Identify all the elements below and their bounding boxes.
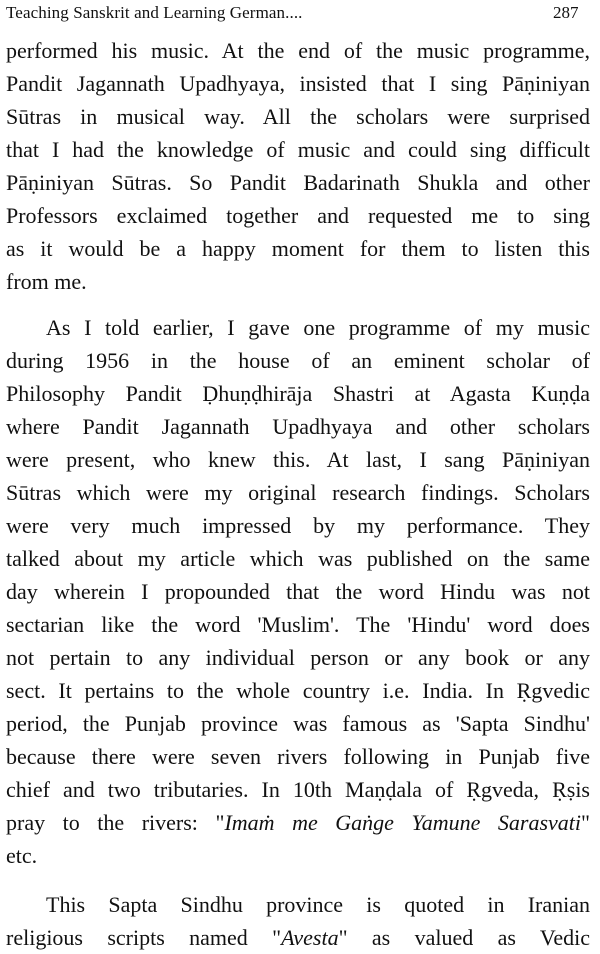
text-fragment: religious scripts named ": [6, 925, 282, 950]
paragraph-gap: [0, 298, 600, 311]
text-line: where Pandit Jagannath Upadhyaya and other scholars: [6, 414, 590, 439]
text-line: This Sapta Sindhu province is quoted in Iranian: [46, 892, 590, 917]
text-fragment: pray to the rivers: ": [6, 810, 225, 835]
body-text: [0, 34, 600, 954]
running-title: Teaching Sanskrit and Learning German....: [6, 3, 303, 22]
text-line: Pāṇiniyan Sūtras. So Pandit Badarinath Shukla and other: [6, 170, 590, 195]
text-line: etc.: [6, 843, 38, 868]
text-line: day wherein I propounded that the word Hindu was not: [6, 579, 590, 604]
text-fragment: ": [581, 810, 591, 835]
text-line: Pandit Jagannath Upadhyaya, insisted that I sing Pāṇiniyan: [6, 71, 590, 96]
text-line-with-mantra: [0, 806, 600, 839]
text-fragment: " as valued as Vedic: [338, 925, 590, 950]
text-line: Professors exclaimed together and requested me to sing: [6, 203, 590, 228]
paragraph-3: [0, 888, 600, 954]
text-line: performed his music. At the end of the music programme,: [6, 38, 590, 63]
avesta-italic: Avesta: [281, 925, 339, 950]
text-line: Sūtras which were my original research findings. Scholars: [6, 480, 590, 505]
text-line: as it would be a happy moment for them to listen this: [6, 236, 590, 261]
text-line: talked about my article which was published on the same: [6, 546, 590, 571]
text-line: because there were seven rivers following in Punjab five: [6, 744, 590, 769]
text-line: that I had the knowledge of music and could sing difficult: [6, 137, 590, 162]
text-line: sect. It pertains to the whole country i.e. India. In Ṛgvedic: [6, 678, 590, 703]
text-line: were very much impressed by my performance. They: [6, 513, 590, 538]
text-line: Philosophy Pandit Ḍhuṇḍhirāja Shastri at Agasta Kuṇḍa: [6, 381, 590, 406]
text-line: were present, who knew this. At last, I sang Pāṇiniyan: [6, 447, 590, 472]
text-line: period, the Punjab province was famous as 'Sapta Sindhu': [6, 711, 590, 736]
paragraph-1: [0, 34, 600, 298]
text-line: from me.: [6, 269, 87, 294]
paragraph-gap: [0, 872, 600, 888]
text-line: not pertain to any individual person or any book or any: [6, 645, 590, 670]
text-line: during 1956 in the house of an eminent scholar of: [6, 348, 590, 373]
text-line: sectarian like the word 'Muslim'. The 'Hindu' word does: [6, 612, 590, 637]
text-line-with-avesta: [0, 921, 600, 954]
text-line: As I told earlier, I gave one programme of my music: [46, 315, 590, 340]
text-line: Sūtras in musical way. All the scholars were surprised: [6, 104, 590, 129]
mantra-italic: Imaṁ me Gaṅge Yamune Sarasvati: [224, 810, 582, 835]
text-line: chief and two tributaries. In 10th Maṇḍala of Ṛgveda, Ṛṣis: [6, 777, 590, 802]
page-number: 287: [553, 3, 579, 22]
paragraph-2: [0, 311, 600, 872]
